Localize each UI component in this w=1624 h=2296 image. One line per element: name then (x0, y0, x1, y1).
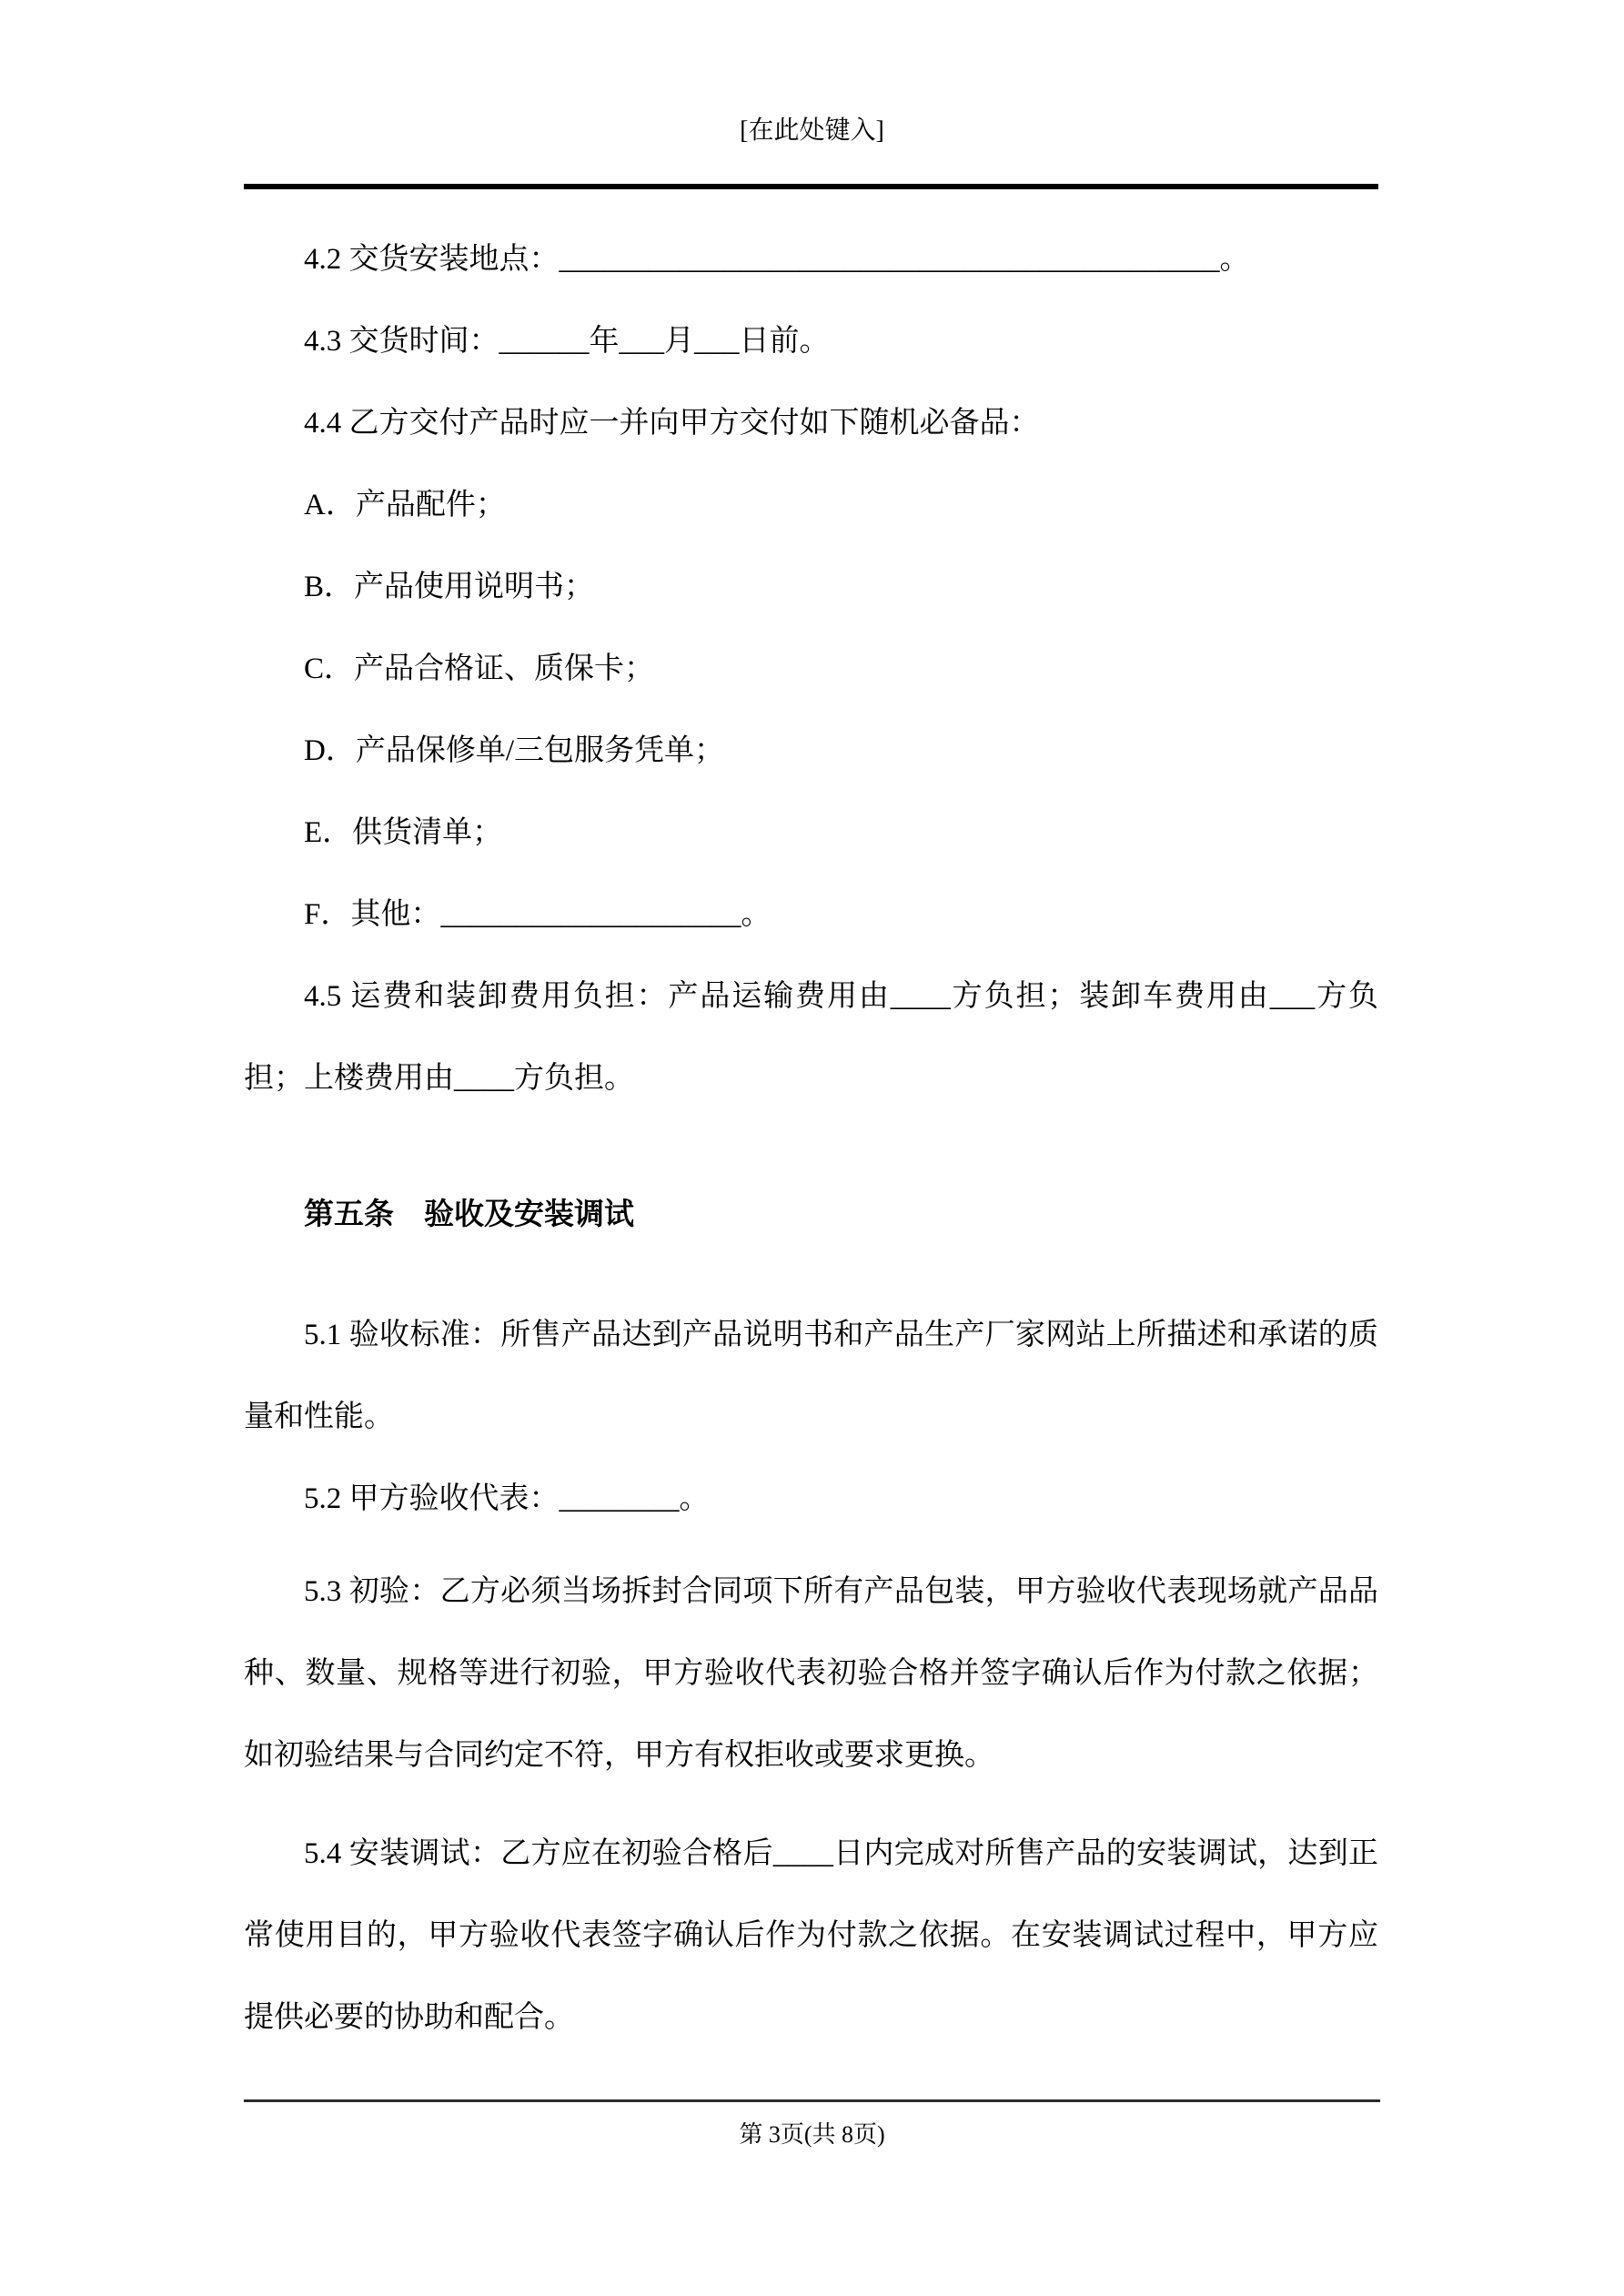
delivery-item-d: D．产品保修单/三包服务凭单； (304, 734, 724, 767)
page-footer (0, 2117, 1624, 2153)
clause-4-4: 4.4 乙方交付产品时应一并向甲方交付如下随机必备品： (304, 407, 1040, 440)
clause-5-3: 5.3 初验：乙方必须当场拆封合同项下所有产品包装，甲方验收代表现场就产品品种、数量、规格等进行初验，甲方验收代表初验合格并签字确认后作为付款之依据；如初验结果与合同约定不符，甲方有权拒收或要求更换。 (244, 1575, 1378, 1772)
delivery-item-f: F．其他：____________________。 (304, 898, 772, 931)
header-typing-placeholder[interactable]: [在此处键入] (740, 116, 884, 145)
clause-4-2: 4.2 交货安装地点：____________________________________________。 (304, 243, 1250, 276)
document-body (244, 218, 1378, 2058)
delivery-item-a: A．产品配件； (304, 489, 506, 521)
clause-5-1: 5.1 验收标准：所售产品达到产品说明书和产品生产厂家网站上所描述和承诺的质量和性能。 (244, 1319, 1378, 1433)
delivery-item-c: C．产品合格证、质保卡； (304, 652, 655, 685)
section-5-heading: 第五条 验收及安装调试 (304, 1199, 634, 1231)
clause-5-4: 5.4 安装调试：乙方应在初验合格后____日内完成对所售产品的安装调试，达到正常使用目的，甲方验收代表签字确认后作为付款之依据。在安装调试过程中，甲方应提供必要的协助和配合。 (244, 1837, 1378, 2034)
page-number: 第 3页(共 8页) (739, 2121, 885, 2148)
header-rule (244, 184, 1378, 189)
footer-rule (244, 2099, 1380, 2102)
delivery-item-b: B．产品使用说明书； (304, 571, 595, 603)
delivery-item-e: E．供货清单； (304, 816, 503, 849)
page-header (0, 106, 1624, 157)
clause-5-2: 5.2 甲方验收代表：________。 (304, 1482, 710, 1515)
clause-4-5: 4.5 运费和装卸费用负担：产品运输费用由____方负担；装卸车费用由___方负担；上楼费用由____方负担。 (244, 980, 1378, 1095)
clause-4-3: 4.3 交货时间：______年___月___日前。 (304, 325, 830, 358)
